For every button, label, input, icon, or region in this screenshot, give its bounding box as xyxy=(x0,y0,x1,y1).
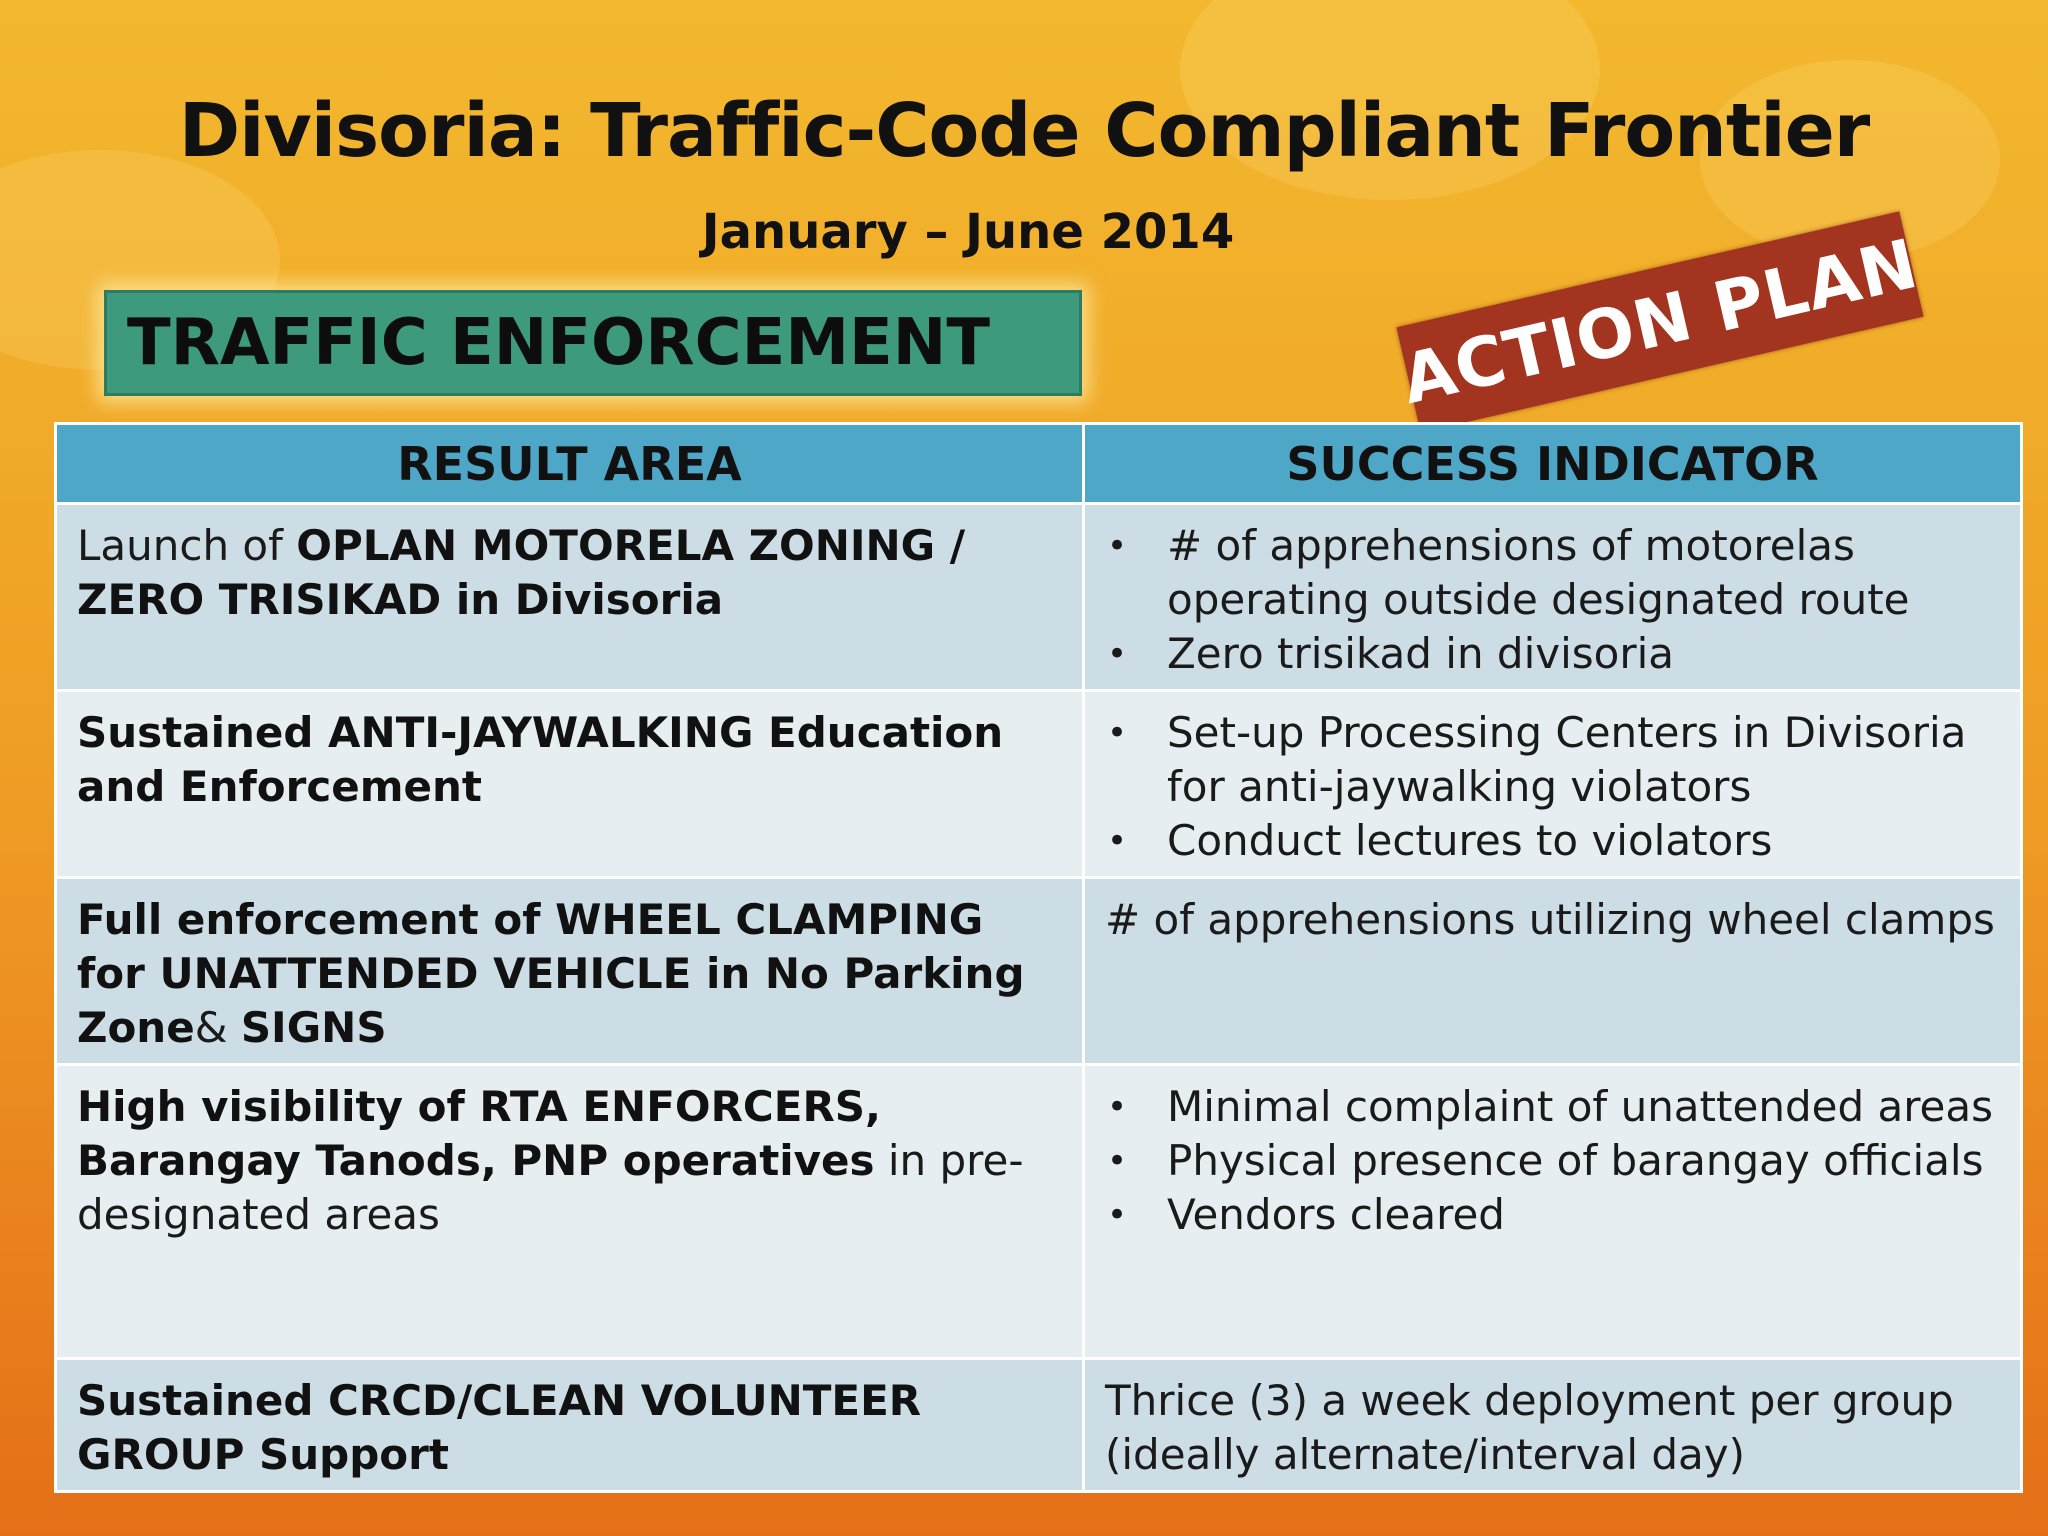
result-area-cell xyxy=(56,878,1084,1065)
result-area-cell xyxy=(56,691,1084,878)
indicator-text: # of apprehensions of motorelas operating outside designated route xyxy=(1167,521,1910,624)
success-indicator-cell xyxy=(1084,878,2022,1065)
table-header-row xyxy=(56,424,2022,504)
indicator-list xyxy=(1105,1080,2002,1242)
bullet-icon: • xyxy=(1107,1087,1128,1127)
bullet-icon: • xyxy=(1107,1141,1128,1181)
table-row xyxy=(56,691,2022,878)
slide-title: Divisoria: Traffic-Code Compliant Frontier xyxy=(178,88,1870,174)
header-result-area: RESULT AREA xyxy=(56,424,1084,504)
success-indicator-cell xyxy=(1084,1359,2022,1492)
table-body xyxy=(56,504,2022,1492)
result-area-cell xyxy=(56,1359,1084,1492)
indicator-list-item xyxy=(1105,706,2002,814)
table-row xyxy=(56,504,2022,691)
section-label: TRAFFIC ENFORCEMENT xyxy=(127,306,990,380)
result-area-emphasis: Sustained ANTI-JAYWALKING Education and Enforcement xyxy=(77,708,1004,811)
slide-subtitle: January – June 2014 xyxy=(701,204,1235,260)
table-row xyxy=(56,1065,2022,1359)
result-area-emphasis: SIGNS xyxy=(240,1003,387,1052)
bullet-icon: • xyxy=(1107,1195,1128,1235)
indicator-list-item xyxy=(1105,1080,2002,1134)
section-label-box xyxy=(104,290,1082,396)
bullet-icon: • xyxy=(1107,713,1128,753)
indicator-list-item xyxy=(1105,1134,2002,1188)
bullet-icon: • xyxy=(1107,821,1128,861)
action-plan-table xyxy=(54,422,2023,1493)
indicator-text: Thrice (3) a week deployment per group (ideally alternate/interval day) xyxy=(1105,1376,1954,1479)
indicator-list-item xyxy=(1105,814,2002,868)
result-area-text: Launch of xyxy=(77,521,297,570)
indicator-text: Conduct lectures to violators xyxy=(1167,816,1773,865)
indicator-list-item xyxy=(1105,1188,2002,1242)
indicator-text: Physical presence of barangay officials xyxy=(1167,1136,1984,1185)
success-indicator-cell xyxy=(1084,504,2022,691)
indicator-list-item xyxy=(1105,627,2002,681)
indicator-text: Vendors cleared xyxy=(1167,1190,1505,1239)
result-area-cell xyxy=(56,504,1084,691)
result-area-emphasis: Sustained CRCD/CLEAN VOLUNTEER GROUP Support xyxy=(77,1376,922,1479)
table-row xyxy=(56,1359,2022,1492)
bullet-icon: • xyxy=(1107,526,1128,566)
indicator-list-item xyxy=(1105,519,2002,627)
indicator-text: Minimal complaint of unattended areas xyxy=(1167,1082,1993,1131)
success-indicator-cell xyxy=(1084,691,2022,878)
result-area-cell xyxy=(56,1065,1084,1359)
result-area-text: & xyxy=(194,1003,241,1052)
header-success-indicator: SUCCESS INDICATOR xyxy=(1084,424,2022,504)
indicator-text: # of apprehensions utilizing wheel clamps xyxy=(1105,895,1995,944)
indicator-text: Set-up Processing Centers in Divisoria for anti-jaywalking violators xyxy=(1167,708,1967,811)
indicator-text: Zero trisikad in divisoria xyxy=(1167,629,1675,678)
result-area-emphasis: High visibility of RTA ENFORCERS, Barangay Tanods, PNP operatives xyxy=(77,1082,881,1185)
result-area-emphasis: Full enforcement of WHEEL CLAMPING for UNATTENDED VEHICLE in No Parking Zone xyxy=(77,895,1025,1052)
action-plan-stamp-text: ACTION PLAN xyxy=(1394,224,1926,420)
table-row xyxy=(56,878,2022,1065)
success-indicator-cell xyxy=(1084,1065,2022,1359)
result-area-emphasis: OPLAN MOTORELA ZONING / ZERO TRISIKAD in Divisoria xyxy=(77,521,966,624)
result-area-text: in pre-designated areas xyxy=(77,1136,1024,1239)
indicator-list xyxy=(1105,519,2002,681)
indicator-list xyxy=(1105,706,2002,868)
bullet-icon: • xyxy=(1107,634,1128,674)
